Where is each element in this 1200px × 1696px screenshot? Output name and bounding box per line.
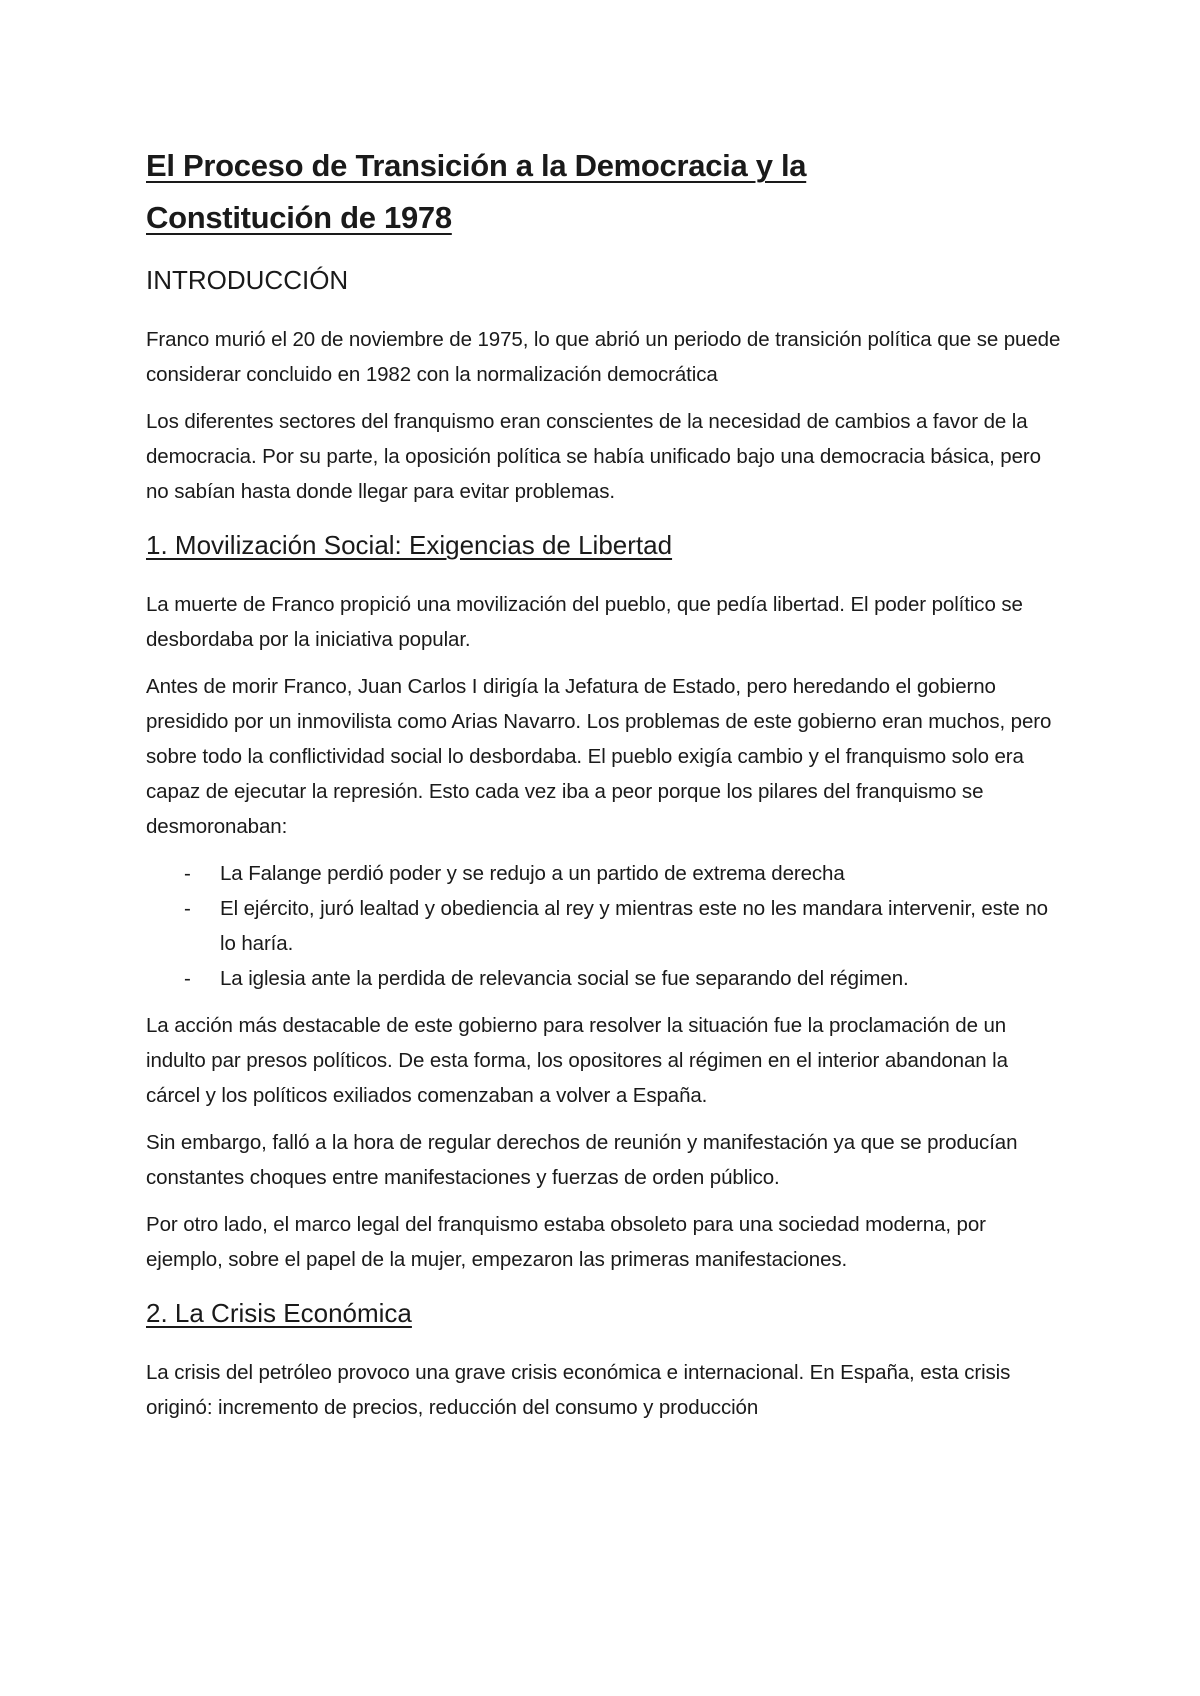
list-dash: -	[184, 967, 191, 990]
list-dash: -	[184, 897, 191, 920]
section-1-paragraph-1: La muerte de Franco propició una movilización del pueblo, que pedía libertad. El poder político se desbordaba por la iniciativa popular.	[146, 593, 1023, 651]
section-1-heading: 1. Movilización Social: Exigencias de Libertad	[146, 530, 673, 560]
section-1-paragraph-4: Sin embargo, falló a la hora de regular derechos de reunión y manifestación ya que se producían constantes choques entre manifestaciones y fuerzas de orden público.	[146, 1131, 1018, 1189]
list-item	[146, 856, 1066, 891]
section-1-paragraph-3: La acción más destacable de este gobierno para resolver la situación fue la proclamación de un indulto par presos políticos. De esta forma, los opositores al régimen en el interior abandonan la cárcel y los políticos exiliados comenzaban a volver a España.	[146, 1014, 1008, 1107]
list-item	[146, 891, 1066, 961]
title-line-1: El Proceso de Transición a la Democracia y la	[146, 148, 807, 183]
pillars-list	[146, 856, 1066, 996]
section-1-paragraph-5: Por otro lado, el marco legal del franquismo estaba obsoleto para una sociedad moderna, por ejemplo, sobre el papel de la mujer, empezaron las primeras manifestaciones.	[146, 1213, 986, 1271]
intro-paragraph-1: Franco murió el 20 de noviembre de 1975, lo que abrió un periodo de transición política que se puede considerar concluido en 1982 con la normalización democrática	[146, 328, 1061, 386]
intro-heading: INTRODUCCIÓN	[146, 265, 349, 295]
section-1-paragraph-2: Antes de morir Franco, Juan Carlos I dirigía la Jefatura de Estado, pero heredando el gobierno presidido por un inmovilista como Arias Navarro. Los problemas de este gobierno eran muchos, pero sobre todo la conflictividad social lo desbordaba. El pueblo exigía cambio y el franquismo solo era capaz de ejecutar la represión. Esto cada vez iba a peor porque los pilares del franquismo se desmoronaban:	[146, 675, 1052, 838]
list-item-text: La iglesia ante la perdida de relevancia social se fue separando del régimen.	[220, 967, 909, 990]
title-line-2: Constitución de 1978	[146, 200, 452, 235]
document-page	[146, 140, 1066, 1425]
list-item-text: La Falange perdió poder y se redujo a un partido de extrema derecha	[220, 862, 845, 885]
intro-paragraph-2: Los diferentes sectores del franquismo eran conscientes de la necesidad de cambios a favor de la democracia. Por su parte, la oposición política se había unificado bajo una democracia básica, pero no sabían hasta donde llegar para evitar problemas.	[146, 410, 1041, 503]
section-2-heading: 2. La Crisis Económica	[146, 1298, 412, 1328]
list-item-text: El ejército, juró lealtad y obediencia al rey y mientras este no les mandara intervenir, este no lo haría.	[220, 897, 1048, 955]
list-item	[146, 961, 1066, 996]
document-title	[146, 140, 1066, 244]
list-dash: -	[184, 862, 191, 885]
section-2-paragraph-1: La crisis del petróleo provoco una grave crisis económica e internacional. En España, esta crisis originó: incremento de precios, reducción del consumo y producción	[146, 1361, 1011, 1419]
